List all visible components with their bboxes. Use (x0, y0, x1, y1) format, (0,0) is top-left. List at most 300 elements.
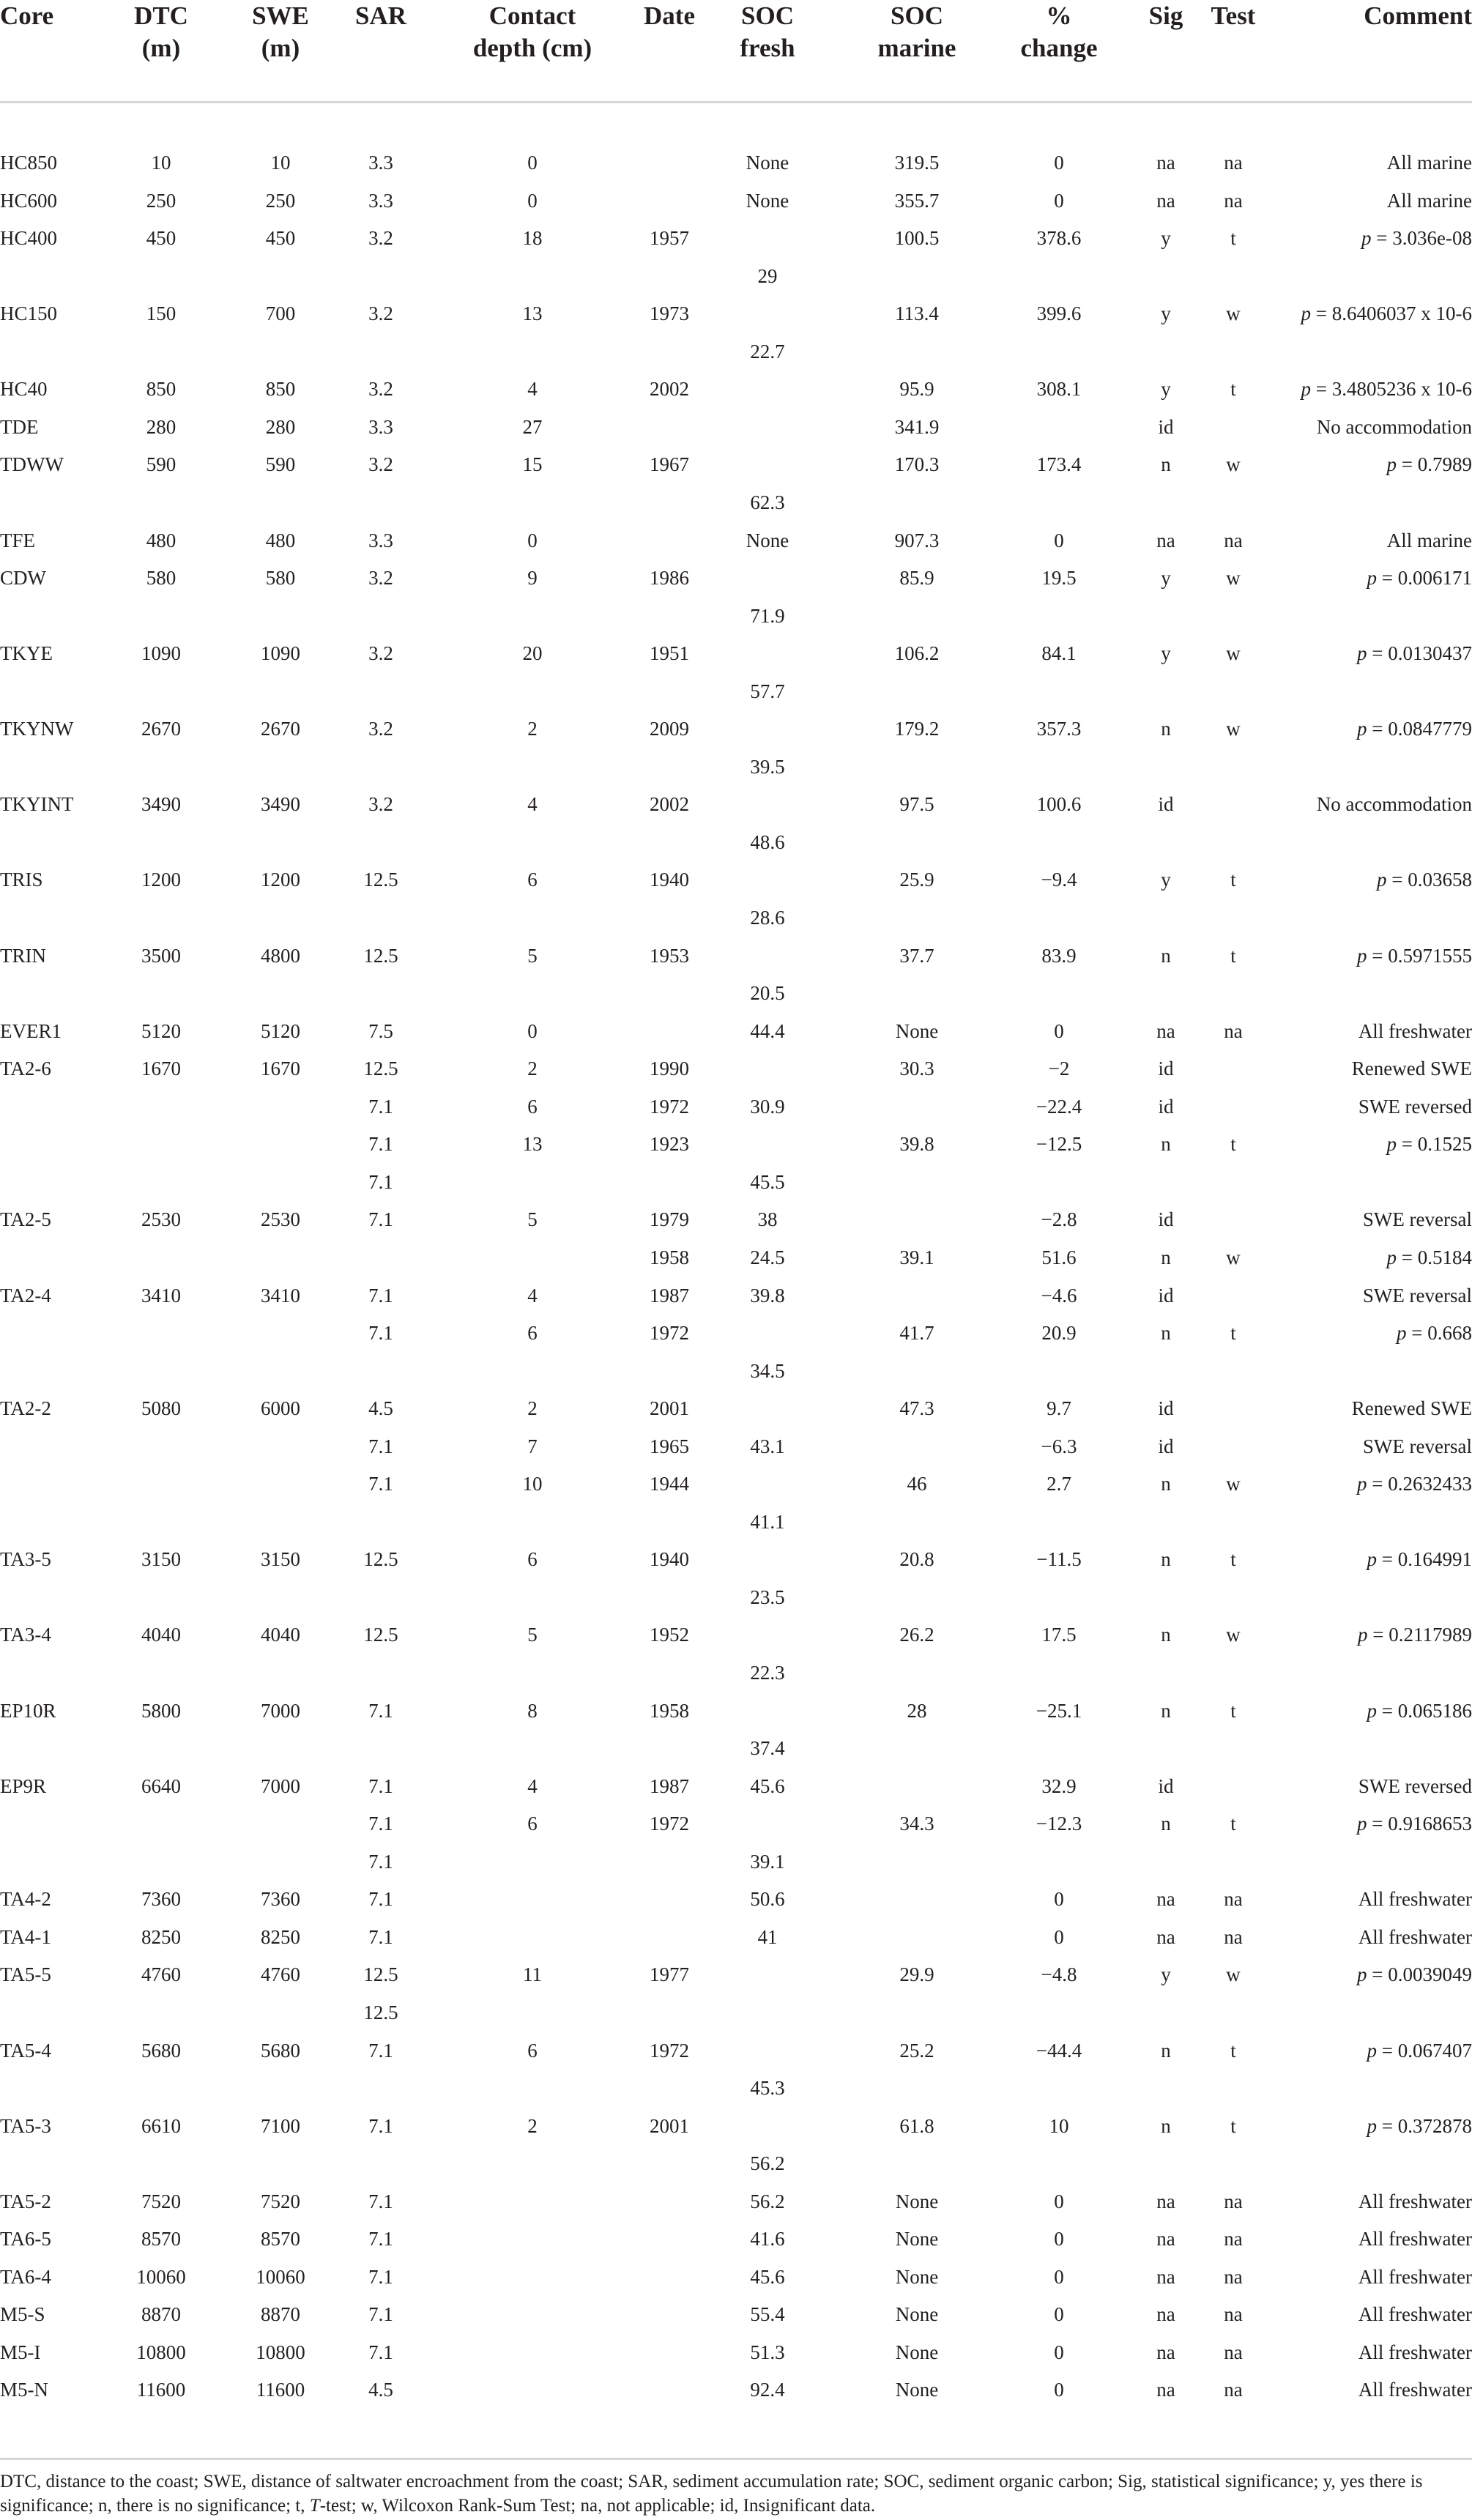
cell-comment: All freshwater (1358, 1925, 1472, 1948)
cell-sar: 12.5 (363, 869, 398, 891)
cell-comment: SWE reversed (1358, 1774, 1472, 1797)
cell-core: EVER1 (0, 1019, 62, 1042)
cell-sar: 7.1 (368, 2039, 393, 2062)
cell-fresh: 50.6 (750, 1888, 785, 1911)
cell-marine: None (895, 2379, 939, 2401)
cell-sar: 7.1 (368, 2190, 393, 2212)
cell-comment: p = 3.4805236 x 10-6 (1301, 378, 1472, 401)
cell-sar: 3.2 (368, 567, 393, 590)
cell-pct: −44.4 (1036, 2039, 1082, 2062)
cell-sig: na (1156, 1019, 1175, 1042)
cell-comment: No accommodation (1316, 415, 1472, 438)
cell-dtc: 5120 (141, 1019, 181, 1042)
cell-test: na (1224, 1019, 1243, 1042)
cell-swe: 8250 (261, 1925, 300, 1948)
cell-core: EP9R (0, 1774, 47, 1797)
cell-sar: 7.1 (368, 2303, 393, 2326)
cell-sig: id (1158, 1208, 1174, 1231)
cell-marine: 46 (907, 1473, 927, 1495)
cell-fresh: 45.3 (750, 2077, 785, 2100)
footer-rule (0, 2458, 1472, 2460)
cell-sar: 3.3 (368, 415, 393, 438)
cell-swe: 580 (265, 567, 296, 590)
cell-test: w (1226, 1963, 1241, 1986)
cell-core: TFE (0, 529, 36, 551)
cell-test: t (1230, 869, 1236, 891)
cell-core: TA5-5 (0, 1963, 51, 1986)
cell-fresh: 62.3 (750, 491, 785, 513)
cell-marine: 28 (907, 1699, 927, 1722)
cell-date: 1958 (650, 1699, 689, 1722)
cell-comment: p = 0.0847779 (1357, 718, 1472, 740)
cell-test: w (1226, 567, 1241, 590)
cell-pct: 32.9 (1041, 1774, 1077, 1797)
cell-depth: 20 (522, 642, 543, 665)
cell-comment: Renewed SWE (1351, 1058, 1472, 1080)
cell-comment: p = 0.0039049 (1357, 1963, 1472, 1986)
cell-sar: 3.3 (368, 529, 393, 551)
cell-sig: na (1156, 152, 1175, 174)
cell-comment: p = 0.1525 (1386, 1133, 1472, 1156)
cell-core: HC600 (0, 189, 58, 212)
cell-comment: p = 8.6406037 x 10-6 (1301, 302, 1472, 325)
cell-swe: 8570 (261, 2228, 300, 2250)
cell-dtc: 8250 (141, 1925, 181, 1948)
cell-sig: y (1161, 1963, 1171, 1986)
cell-depth: 5 (527, 1624, 538, 1646)
cell-swe: 250 (265, 189, 296, 212)
cell-depth: 4 (527, 1774, 538, 1797)
cell-depth: 0 (527, 152, 538, 174)
cell-sar: 7.1 (368, 1435, 393, 1457)
cell-marine: 179.2 (894, 718, 940, 740)
cell-dtc: 10060 (136, 2265, 186, 2288)
cell-sig: y (1161, 302, 1171, 325)
column-header-marine: SOC marine (877, 1, 956, 62)
cell-sig: y (1161, 642, 1171, 665)
cell-sig: n (1161, 2114, 1171, 2137)
cell-core: TA2-5 (0, 1208, 51, 1231)
cell-sig: n (1161, 718, 1171, 740)
cell-fresh: 22.3 (750, 1662, 785, 1684)
cell-dtc: 280 (146, 415, 176, 438)
cell-sar: 3.2 (368, 453, 393, 476)
cell-sig: n (1161, 1699, 1171, 1722)
cell-depth: 11 (523, 1963, 542, 1986)
cell-test: t (1230, 227, 1236, 250)
cell-test: na (1224, 1888, 1243, 1911)
column-header-swe: SWE (m) (252, 1, 309, 62)
cell-fresh: 43.1 (750, 1435, 785, 1457)
cell-comment: p = 0.067407 (1367, 2039, 1472, 2062)
cell-date: 1952 (650, 1624, 689, 1646)
cell-fresh: 44.4 (750, 1019, 785, 1042)
cell-pct: 0 (1054, 2228, 1064, 2250)
cell-sig: n (1161, 2039, 1171, 2062)
cell-fresh: 41.6 (750, 2228, 785, 2250)
cell-dtc: 1090 (141, 642, 181, 665)
cell-depth: 13 (522, 1133, 543, 1156)
column-header-depth: Contact depth (cm) (472, 1, 592, 62)
cell-depth: 6 (527, 2039, 538, 2062)
cell-pct: 0 (1054, 1019, 1064, 1042)
cell-sar: 12.5 (363, 1963, 398, 1986)
cell-sar: 7.1 (368, 1095, 393, 1118)
cell-depth: 0 (527, 189, 538, 212)
cell-sig: n (1161, 1624, 1171, 1646)
cell-depth: 8 (527, 1699, 538, 1722)
cell-swe: 7000 (261, 1774, 300, 1797)
cell-marine: None (895, 2303, 939, 2326)
cell-test: na (1224, 2190, 1243, 2212)
cell-core: TA4-1 (0, 1925, 51, 1948)
cell-pct: −25.1 (1036, 1699, 1082, 1722)
cell-marine: 341.9 (894, 415, 940, 438)
cell-pct: 20.9 (1041, 1322, 1077, 1345)
cell-dtc: 1670 (141, 1058, 181, 1080)
cell-dtc: 10800 (136, 2341, 186, 2363)
cell-dtc: 10 (151, 152, 171, 174)
cell-depth: 15 (522, 453, 543, 476)
cell-date: 1979 (650, 1208, 689, 1231)
cell-fresh: 45.5 (750, 1170, 785, 1193)
cell-sig: id (1158, 415, 1174, 438)
cell-sig: na (1156, 2190, 1175, 2212)
cell-sig: n (1161, 944, 1171, 967)
cell-pct: −12.3 (1036, 1813, 1082, 1835)
cell-sar: 7.1 (368, 2341, 393, 2363)
cell-pct: 0 (1054, 1925, 1064, 1948)
cell-marine: 47.3 (899, 1397, 934, 1420)
cell-date: 1973 (650, 302, 689, 325)
cell-swe: 280 (265, 415, 296, 438)
cell-marine: None (895, 2228, 939, 2250)
cell-depth: 4 (527, 378, 538, 401)
cell-sar: 3.2 (368, 718, 393, 740)
cell-depth: 2 (527, 1058, 538, 1080)
cell-sig: n (1161, 1322, 1171, 1345)
column-header-sar: SAR (354, 1, 407, 30)
column-header-comment: Comment (1364, 1, 1472, 30)
cell-comment: p = 0.006171 (1367, 567, 1472, 590)
cell-sar: 12.5 (363, 1624, 398, 1646)
cell-sig: na (1156, 2303, 1175, 2326)
cell-sig: na (1156, 2379, 1175, 2401)
cell-core: HC400 (0, 227, 58, 250)
column-header-core: Core (0, 1, 54, 30)
p-value-symbol: p (1386, 453, 1397, 476)
cell-comment: p = 0.065186 (1367, 1699, 1472, 1722)
cell-sar: 7.1 (368, 1888, 393, 1911)
cell-date: 1990 (650, 1058, 689, 1080)
cell-test: t (1230, 1322, 1236, 1345)
cell-comment: SWE reversal (1362, 1435, 1472, 1457)
cell-comment: SWE reversal (1362, 1284, 1472, 1307)
cell-marine: 30.3 (899, 1058, 934, 1080)
p-value-symbol: p (1357, 642, 1367, 665)
cell-comment: p = 0.5184 (1386, 1246, 1472, 1268)
cell-dtc: 590 (146, 453, 176, 476)
cell-pct: −4.8 (1041, 1963, 1077, 1986)
p-value-symbol: p (1367, 567, 1378, 590)
cell-swe: 7100 (261, 2114, 300, 2137)
cell-sig: na (1156, 1888, 1175, 1911)
header-rule (0, 101, 1472, 103)
p-value-symbol: p (1367, 1548, 1378, 1571)
cell-swe: 10060 (256, 2265, 305, 2288)
cell-test: w (1226, 1246, 1241, 1268)
cell-dtc: 1200 (141, 869, 181, 891)
p-value-symbol: p (1377, 869, 1387, 891)
cell-fresh: 23.5 (750, 1586, 785, 1608)
cell-swe: 480 (265, 529, 296, 551)
table-footnote (0, 2469, 1472, 2518)
cell-date: 1940 (650, 1548, 689, 1571)
cell-depth: 6 (527, 1548, 538, 1571)
cell-fresh: 22.7 (750, 340, 785, 363)
cell-pct: −6.3 (1041, 1435, 1077, 1457)
p-value-symbol: p (1367, 2114, 1378, 2137)
cell-pct: 399.6 (1036, 302, 1082, 325)
cell-date: 1944 (650, 1473, 689, 1495)
cell-fresh: 37.4 (750, 1737, 785, 1760)
cell-sar: 7.1 (368, 1133, 393, 1156)
cell-swe: 2530 (261, 1208, 300, 1231)
cell-sar: 7.1 (368, 1925, 393, 1948)
cell-dtc: 7360 (141, 1888, 181, 1911)
footnote-text-2: -test; w, Wilcoxon Rank-Sum Test; na, not applicable; id, Insignificant data. (319, 2496, 876, 2516)
cell-core: TA5-2 (0, 2190, 51, 2212)
cell-sig: id (1158, 793, 1174, 816)
cell-sig: n (1161, 453, 1171, 476)
cell-swe: 1200 (261, 869, 300, 891)
cell-sig: na (1156, 2265, 1175, 2288)
cell-pct: −2 (1048, 1058, 1070, 1080)
cell-sar: 7.1 (368, 1170, 393, 1193)
cell-sar: 7.1 (368, 2265, 393, 2288)
cell-fresh: 55.4 (750, 2303, 785, 2326)
cell-marine: 20.8 (899, 1548, 934, 1571)
p-value-symbol: p (1397, 1322, 1407, 1345)
cell-fresh: 20.5 (750, 982, 785, 1005)
cell-test: na (1224, 2228, 1243, 2250)
cell-test: t (1230, 378, 1236, 401)
cell-date: 1986 (650, 567, 689, 590)
cell-date: 1958 (650, 1246, 689, 1268)
cell-depth: 0 (527, 1019, 538, 1042)
cell-sig: na (1156, 529, 1175, 551)
cell-comment: p = 0.2117989 (1358, 1624, 1472, 1646)
cell-fresh: 30.9 (750, 1095, 785, 1118)
cell-fresh: 39.1 (750, 1850, 785, 1873)
cell-date: 1972 (650, 1813, 689, 1835)
cell-fresh: None (746, 152, 789, 174)
cell-depth: 6 (527, 1813, 538, 1835)
cell-pct: 17.5 (1041, 1624, 1077, 1646)
cell-marine: 25.9 (899, 869, 934, 891)
cell-marine: 26.2 (899, 1624, 934, 1646)
cell-swe: 2670 (261, 718, 300, 740)
cell-comment: p = 0.0130437 (1357, 642, 1472, 665)
cell-date: 1972 (650, 2039, 689, 2062)
cell-sar: 7.1 (368, 2114, 393, 2137)
cell-core: TA3-4 (0, 1624, 51, 1646)
cell-sar: 3.2 (368, 378, 393, 401)
cell-depth: 9 (527, 567, 538, 590)
cell-sar: 3.2 (368, 302, 393, 325)
cell-fresh: 41.1 (750, 1510, 785, 1533)
cell-swe: 850 (265, 378, 296, 401)
cell-swe: 4800 (261, 944, 300, 967)
cell-fresh: None (746, 189, 789, 212)
cell-sar: 7.1 (368, 1699, 393, 1722)
cell-dtc: 7520 (141, 2190, 181, 2212)
cell-swe: 590 (265, 453, 296, 476)
p-value-symbol: p (1357, 1963, 1367, 1986)
cell-sig: na (1156, 1925, 1175, 1948)
cell-depth: 13 (522, 302, 543, 325)
cell-core: M5-I (0, 2341, 41, 2363)
cell-dtc: 4040 (141, 1624, 181, 1646)
cell-sig: id (1158, 1397, 1174, 1420)
cell-swe: 11600 (256, 2379, 305, 2401)
cell-pct: 9.7 (1047, 1397, 1071, 1420)
cell-sar: 7.1 (368, 2228, 393, 2250)
cell-pct: 19.5 (1041, 567, 1077, 590)
cell-core: EP10R (0, 1699, 56, 1722)
column-header-fresh: SOC fresh (740, 1, 795, 62)
p-value-symbol: p (1386, 1246, 1397, 1268)
cell-dtc: 4760 (141, 1963, 181, 1986)
cell-date: 1940 (650, 869, 689, 891)
cell-test: na (1224, 189, 1243, 212)
cell-core: HC850 (0, 152, 58, 174)
cell-marine: 25.2 (899, 2039, 934, 2062)
cell-dtc: 2530 (141, 1208, 181, 1231)
cell-comment: p = 0.164991 (1367, 1548, 1472, 1571)
cell-pct: 308.1 (1036, 378, 1082, 401)
cell-core: TRIS (0, 869, 43, 891)
cell-core: TA5-3 (0, 2114, 51, 2137)
cell-core: TA4-2 (0, 1888, 51, 1911)
cell-pct: 51.6 (1041, 1246, 1077, 1268)
cell-comment: No accommodation (1316, 793, 1472, 816)
cell-depth: 2 (527, 718, 538, 740)
cell-pct: 10 (1049, 2114, 1069, 2137)
cell-sig: n (1161, 1813, 1171, 1835)
cell-date: 1953 (650, 944, 689, 967)
cell-dtc: 5800 (141, 1699, 181, 1722)
cell-core: TA2-4 (0, 1284, 51, 1307)
column-header-dtc: DTC (m) (134, 1, 188, 62)
cell-comment: p = 0.7989 (1386, 453, 1472, 476)
cell-swe: 450 (265, 227, 296, 250)
p-value-symbol: p (1357, 718, 1367, 740)
cell-sar: 3.2 (368, 227, 393, 250)
cell-date: 1972 (650, 1095, 689, 1118)
cell-pct: 83.9 (1041, 944, 1077, 967)
p-value-symbol: p (1358, 1624, 1368, 1646)
cell-swe: 5680 (261, 2039, 300, 2062)
cell-depth: 0 (527, 529, 538, 551)
cell-swe: 4040 (261, 1624, 300, 1646)
cell-sig: n (1161, 1133, 1171, 1156)
cell-pct: 0 (1054, 2379, 1064, 2401)
cell-core: HC150 (0, 302, 58, 325)
cell-fresh: 34.5 (750, 1359, 785, 1382)
cell-test: w (1226, 1473, 1241, 1495)
cell-marine: 37.7 (899, 944, 934, 967)
cell-sig: y (1161, 378, 1171, 401)
cell-depth: 6 (527, 1095, 538, 1118)
cell-pct: 0 (1054, 152, 1064, 174)
cell-marine: 100.5 (894, 227, 940, 250)
p-value-symbol: p (1357, 1473, 1367, 1495)
cell-pct: 84.1 (1041, 642, 1077, 665)
cell-comment: Renewed SWE (1351, 1397, 1472, 1420)
cell-comment: SWE reversal (1362, 1208, 1472, 1231)
cell-sar: 12.5 (363, 2001, 398, 2023)
cell-comment: All marine (1386, 152, 1472, 174)
cell-fresh: 41 (757, 1925, 778, 1948)
cell-fresh: 28.6 (750, 907, 785, 929)
footnote-text-1: DTC, distance to the coast; SWE, distance of saltwater encroachment from the coast; SAR, sediment accumulation rate; SOC, sediment organic carbon; Sig, statistical significance; y, yes there is significance; n, there is no significance; t, (0, 2472, 1423, 2516)
cell-depth: 4 (527, 1284, 538, 1307)
cell-fresh: 45.6 (750, 2265, 785, 2288)
cell-core: TKYE (0, 642, 53, 665)
cell-date: 2001 (650, 1397, 689, 1420)
cell-dtc: 580 (146, 567, 176, 590)
cell-comment: p = 0.9168653 (1357, 1813, 1472, 1835)
cell-sar: 7.1 (368, 1284, 393, 1307)
cell-dtc: 3150 (141, 1548, 181, 1571)
cell-test: t (1230, 944, 1236, 967)
cell-pct: −11.5 (1036, 1548, 1082, 1571)
cell-dtc: 250 (146, 189, 176, 212)
cell-depth: 6 (527, 869, 538, 891)
cell-sar: 3.2 (368, 642, 393, 665)
cell-dtc: 3410 (141, 1284, 181, 1307)
cell-date: 1965 (650, 1435, 689, 1457)
cell-date: 1957 (650, 227, 689, 250)
cell-date: 2001 (650, 2114, 689, 2137)
cell-marine: 41.7 (899, 1322, 934, 1345)
cell-sar: 3.3 (368, 152, 393, 174)
cell-date: 2009 (650, 718, 689, 740)
cell-sar: 3.2 (368, 793, 393, 816)
cell-depth: 6 (527, 1322, 538, 1345)
cell-dtc: 8870 (141, 2303, 181, 2326)
cell-pct: −22.4 (1036, 1095, 1082, 1118)
cell-dtc: 3490 (141, 793, 181, 816)
p-value-symbol: p (1301, 378, 1312, 401)
cell-dtc: 150 (146, 302, 176, 325)
cell-sig: na (1156, 2228, 1175, 2250)
cell-comment: All freshwater (1358, 2303, 1472, 2326)
cell-dtc: 6610 (141, 2114, 181, 2137)
cell-test: na (1224, 2265, 1243, 2288)
cell-comment: All freshwater (1358, 1019, 1472, 1042)
cell-depth: 2 (527, 2114, 538, 2137)
cell-core: TA5-4 (0, 2039, 51, 2062)
cell-comment: All freshwater (1358, 2190, 1472, 2212)
cell-swe: 7000 (261, 1699, 300, 1722)
cell-marine: 34.3 (899, 1813, 934, 1835)
cell-test: na (1224, 2379, 1243, 2401)
cell-fresh: 51.3 (750, 2341, 785, 2363)
cell-marine: 97.5 (899, 793, 934, 816)
cell-sar: 3.3 (368, 189, 393, 212)
